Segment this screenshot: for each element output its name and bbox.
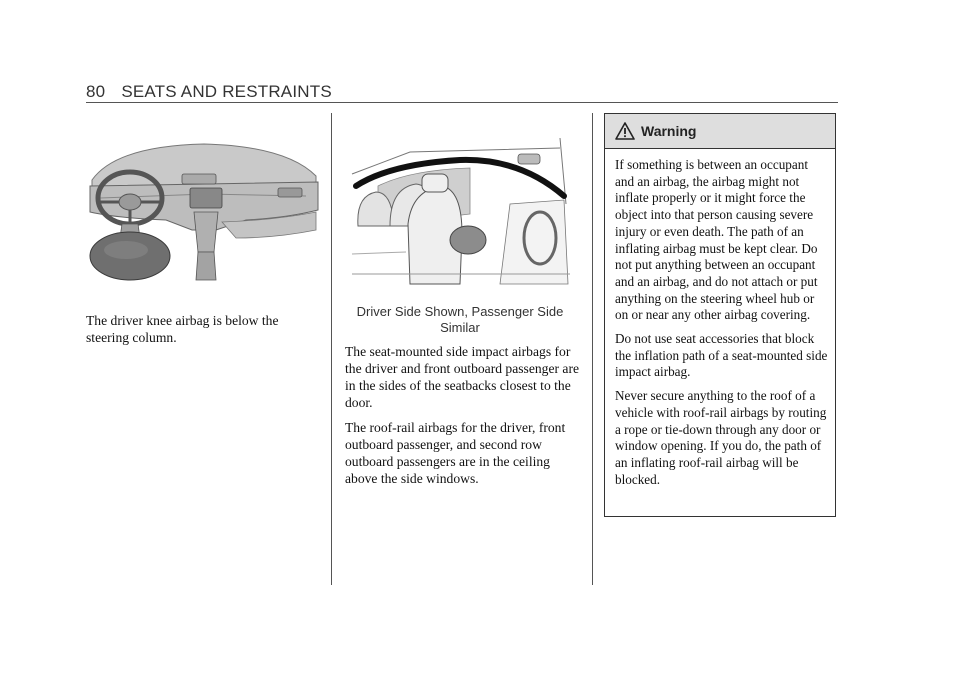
seat-and-roof-rail-airbags-illustration (350, 134, 572, 294)
paragraph: The roof-rail airbags for the driver, front outboard passenger, and second row outboard passengers are in the ceiling above the side windows. (345, 420, 566, 486)
page-number: 80 (86, 82, 106, 101)
warning-header (605, 114, 835, 149)
page-header (86, 82, 332, 102)
warning-triangle-icon (615, 122, 635, 140)
side-airbags-text (345, 343, 581, 495)
warning-title: Warning (641, 123, 697, 139)
warning-box (604, 113, 836, 517)
warning-paragraph: Never secure anything to the roof of a vehicle with roof-rail airbags by routing a rope or tie-down through any door or window opening. If you do, the path of an inflating roof-rail airbag will be blocked. (615, 388, 827, 487)
paragraph: The seat-mounted side impact airbags for the driver and front outboard passenger are in the sides of the seatbacks closest to the door. (345, 344, 580, 410)
section-title: SEATS AND RESTRAINTS (121, 82, 332, 101)
warning-paragraph: If something is between an occupant and an airbag, the airbag might not inflate properly or it might force the object into that person causing severe injury or even death. The path of an inflating airbag must be kept clear. Do not put anything between an occupant and an airbag, and do not attach or put anything on the steering wheel hub or on or near any other airbag covering. (615, 157, 818, 323)
knee-airbag-text (86, 312, 322, 354)
figure-caption: Driver Side Shown, Passenger Side Similar (356, 304, 564, 335)
column-divider-1 (331, 113, 332, 585)
warning-body (605, 149, 835, 488)
knee-airbag-paragraph: The driver knee airbag is below the steering column. (86, 313, 279, 345)
header-divider (86, 102, 838, 103)
column-divider-2 (592, 113, 593, 585)
dashboard-knee-airbag-illustration (86, 140, 322, 288)
warning-paragraph: Do not use seat accessories that block the inflation path of a seat-mounted side impact airbag. (615, 331, 828, 380)
